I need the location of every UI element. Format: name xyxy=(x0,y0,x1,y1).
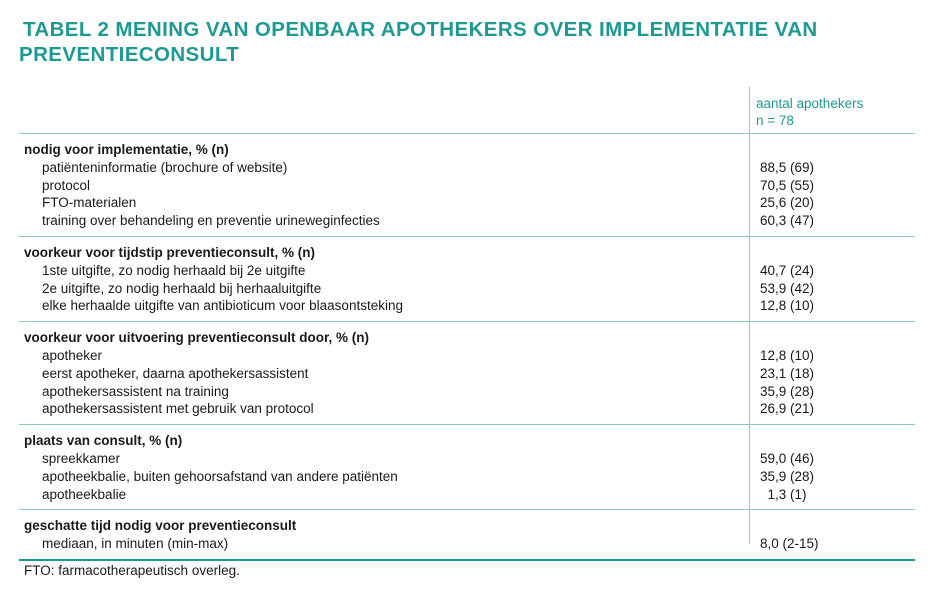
section-heading-row xyxy=(19,141,915,159)
row-label: protocol xyxy=(42,177,91,193)
table-row xyxy=(19,262,915,280)
section-heading-row xyxy=(19,329,915,347)
row-label: elke herhaalde uitgifte van antibioticum voor blaasontsteking xyxy=(42,298,403,314)
row-label: mediaan, in minuten (min-max) xyxy=(42,536,229,552)
section-heading: voorkeur voor uitvoering preventieconsult door, % (n) xyxy=(24,330,370,346)
row-value: 12,8 (10) xyxy=(760,347,815,363)
footnote: FTO: farmacotherapeutisch overleg. xyxy=(24,563,240,578)
row-label: 1ste uitgifte, zo nodig herhaald bij 2e uitgifte xyxy=(42,262,306,278)
row-label: apotheekbalie, buiten gehoorsafstand van andere patiënten xyxy=(42,468,398,484)
row-value: 1,3 (1) xyxy=(760,486,807,502)
column-header xyxy=(756,95,863,129)
table-row xyxy=(19,194,915,212)
row-value: 35,9 (28) xyxy=(760,468,815,484)
table-section xyxy=(19,237,915,322)
row-value: 70,5 (55) xyxy=(760,177,815,193)
table-caption: MENING VAN OPENBAAR APOTHEKERS OVER IMPLEMENTATIE VAN PREVENTIECONSULT xyxy=(19,18,818,66)
row-value: 8,0 (2-15) xyxy=(760,536,819,552)
row-value: 25,6 (20) xyxy=(760,195,815,211)
table-row xyxy=(19,400,915,418)
table-row xyxy=(19,212,915,230)
table-title xyxy=(19,17,929,67)
row-label: 2e uitgifte, zo nodig herhaald bij herhaaluitgifte xyxy=(42,280,322,296)
row-label: eerst apotheker, daarna apothekersassistent xyxy=(42,365,309,381)
data-table xyxy=(19,87,915,561)
row-value: 59,0 (46) xyxy=(760,450,815,466)
row-label: training over behandeling en preventie urineweginfecties xyxy=(42,213,380,229)
table-section xyxy=(19,134,915,237)
row-value: 88,5 (69) xyxy=(760,159,815,175)
table-row xyxy=(19,450,915,468)
section-heading: plaats van consult, % (n) xyxy=(24,433,183,449)
row-label: apothekersassistent na training xyxy=(42,383,229,399)
table-row xyxy=(19,468,915,486)
table-number: TABEL 2 xyxy=(23,18,110,41)
row-value: 53,9 (42) xyxy=(760,280,815,296)
row-value: 23,1 (18) xyxy=(760,365,815,381)
table-row xyxy=(19,535,915,553)
row-label: spreekkamer xyxy=(42,450,121,466)
table-row xyxy=(19,280,915,298)
table-row xyxy=(19,486,915,504)
table-section xyxy=(19,322,915,425)
section-heading-row xyxy=(19,517,915,535)
table-row xyxy=(19,177,915,195)
table-row xyxy=(19,297,915,315)
row-value: 26,9 (21) xyxy=(760,401,815,417)
table-row xyxy=(19,365,915,383)
section-heading: nodig voor implementatie, % (n) xyxy=(24,142,229,157)
section-heading: geschatte tijd nodig voor preventieconsult xyxy=(24,518,297,534)
row-value: 35,9 (28) xyxy=(760,383,815,399)
row-value: 60,3 (47) xyxy=(760,213,815,229)
section-heading: voorkeur voor tijdstip preventieconsult, % (n) xyxy=(24,244,316,260)
column-header-label: aantal apothekers xyxy=(756,96,864,111)
row-label: patiënteninformatie (brochure of website) xyxy=(42,159,288,175)
section-heading-row xyxy=(19,432,915,450)
row-value: 40,7 (24) xyxy=(760,262,815,278)
row-label: apothekersassistent met gebruik van protocol xyxy=(42,401,314,417)
table-row xyxy=(19,383,915,401)
table-section xyxy=(19,425,915,510)
table-header xyxy=(19,87,915,134)
table-row xyxy=(19,159,915,177)
section-heading-row xyxy=(19,244,915,262)
row-label: apotheker xyxy=(42,347,103,363)
row-label: FTO-materialen xyxy=(42,195,137,211)
column-header-n: n = 78 xyxy=(756,113,794,128)
row-value: 12,8 (10) xyxy=(760,298,815,314)
row-label: apotheekbalie xyxy=(42,486,127,502)
table-section xyxy=(19,510,915,561)
table-row xyxy=(19,347,915,365)
